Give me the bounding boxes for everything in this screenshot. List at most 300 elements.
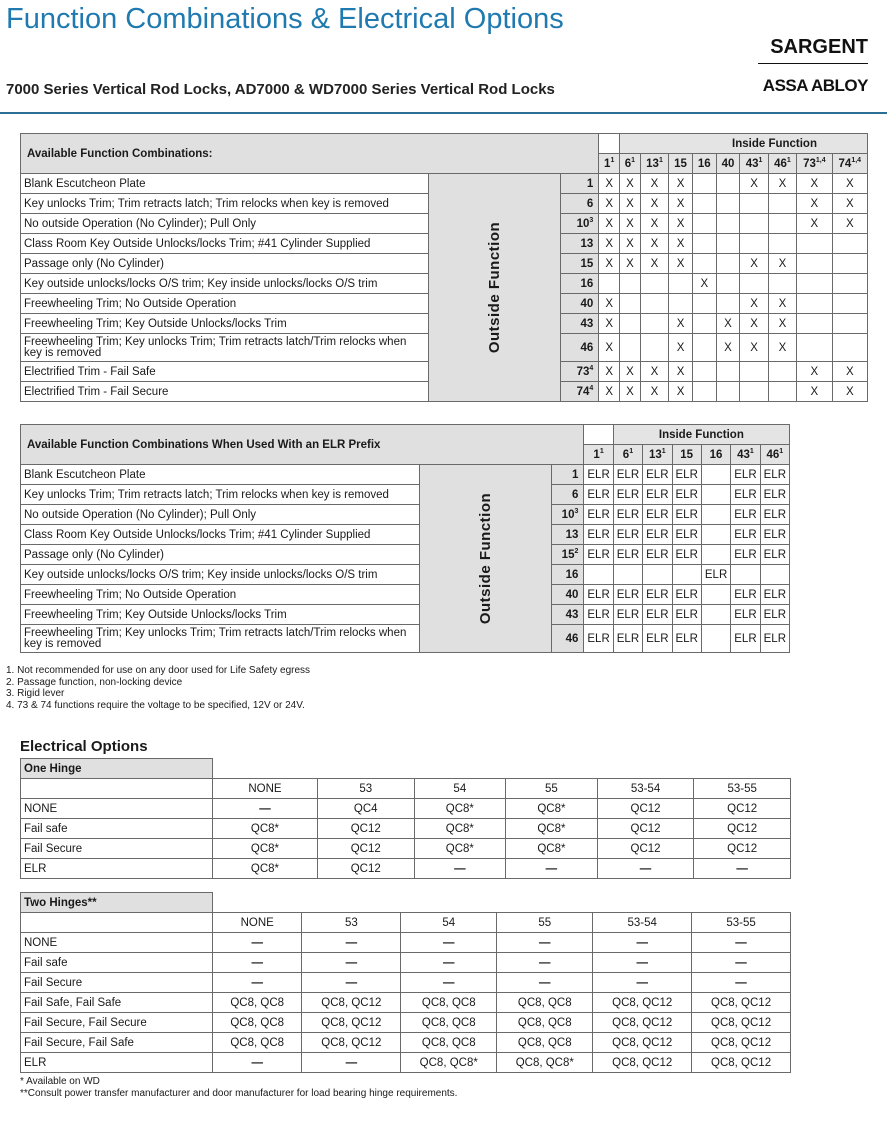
function-description: Key outside unlocks/locks O/S trim; Key inside unlocks/locks O/S trim <box>21 274 429 294</box>
combination-cell <box>692 382 716 402</box>
option-cell: QC8* <box>213 839 318 859</box>
combination-cell: ELR <box>731 545 760 565</box>
option-cell: — <box>692 933 791 953</box>
option-cell: — <box>213 799 318 819</box>
inside-function-col-13: $13^1$ <box>643 445 672 465</box>
two_hinges-label: Two Hinges** <box>21 893 213 913</box>
inside-function-col-16: 16 <box>692 154 716 174</box>
option-label: Fail Secure, Fail Secure <box>21 1013 213 1033</box>
hinge-col-NONE: NONE <box>213 779 318 799</box>
function-description: Freewheeling Trim; Key unlocks Trim; Trim retracts latch/Trim relocks when key is removed <box>21 334 429 362</box>
option-cell: QC12 <box>317 819 414 839</box>
inside-function-col-74: 74$^{1,4}$ <box>832 154 867 174</box>
combination-cell <box>797 274 832 294</box>
combination-cell: ELR <box>613 485 642 505</box>
outside-function-number: $15^2$ <box>552 545 584 565</box>
combination-cell <box>716 254 740 274</box>
inside-function-col-15: 15 <box>672 445 701 465</box>
function-description: Passage only (No Cylinder) <box>21 545 420 565</box>
table-row <box>21 839 791 859</box>
option-label: NONE <box>21 799 213 819</box>
combination-cell <box>832 234 867 254</box>
combination-cell <box>701 625 730 653</box>
hinge-col-54: 54 <box>401 913 497 933</box>
combination-cell <box>768 382 796 402</box>
option-cell: — <box>593 973 692 993</box>
footnote-wd: * Available on WD <box>20 1076 100 1087</box>
option-cell: QC8, QC12 <box>593 993 692 1013</box>
combination-cell: X <box>599 382 620 402</box>
combination-cell <box>740 214 768 234</box>
combination-cell <box>701 585 730 605</box>
option-cell: QC8, QC8 <box>497 993 593 1013</box>
combination-cell <box>768 214 796 234</box>
inside-function-col-6: $6^1$ <box>613 445 642 465</box>
combination-cell: X <box>669 362 693 382</box>
combination-cell: ELR <box>584 505 613 525</box>
combination-cell: ELR <box>613 585 642 605</box>
header-rule <box>0 112 887 114</box>
table-row <box>21 585 790 605</box>
outside-function-number: 15 <box>561 254 599 274</box>
option-cell: QC8* <box>414 799 506 819</box>
outside-function-number: 1 <box>552 465 584 485</box>
combination-cell: X <box>669 314 693 334</box>
spacer-cell <box>213 759 318 779</box>
option-label: ELR <box>21 1053 213 1073</box>
combination-cell <box>716 174 740 194</box>
inside-function-col-16: 16 <box>701 445 730 465</box>
combination-cell: ELR <box>613 625 642 653</box>
combination-cell: X <box>620 194 641 214</box>
option-cell: QC8, QC12 <box>302 993 401 1013</box>
combination-cell: X <box>669 334 693 362</box>
combination-cell <box>692 234 716 254</box>
option-cell: QC8, QC12 <box>302 1013 401 1033</box>
table-row <box>21 565 790 585</box>
combination-cell: X <box>832 362 867 382</box>
combination-cell: ELR <box>672 585 701 605</box>
function-description: Freewheeling Trim; No Outside Operation <box>21 294 429 314</box>
combination-cell: ELR <box>731 525 760 545</box>
option-cell: QC8* <box>506 819 598 839</box>
combination-cell <box>584 565 613 585</box>
option-cell: — <box>694 859 791 879</box>
corner-cell <box>21 779 213 799</box>
combination-cell: ELR <box>672 605 701 625</box>
combination-cell: X <box>797 214 832 234</box>
option-cell: — <box>414 859 506 879</box>
combination-cell <box>716 274 740 294</box>
option-cell: — <box>302 953 401 973</box>
hinge-col-NONE: NONE <box>213 913 302 933</box>
option-cell: QC8, QC8 <box>401 993 497 1013</box>
combination-cell <box>716 234 740 254</box>
option-cell: QC8, QC8 <box>213 1013 302 1033</box>
one-hinge-table <box>20 758 791 879</box>
function-description: Blank Escutcheon Plate <box>21 174 429 194</box>
outside-function-number: 46 <box>561 334 599 362</box>
combination-cell: X <box>768 314 796 334</box>
combination-cell <box>716 294 740 314</box>
combination-cell <box>716 362 740 382</box>
hinge-col-53-55: 53-55 <box>692 913 791 933</box>
inside-function-col-40: 40 <box>716 154 740 174</box>
combination-cell: X <box>797 382 832 402</box>
combination-cell: X <box>797 194 832 214</box>
combination-cell <box>832 314 867 334</box>
inside-function-col-43: $43^1$ <box>740 154 768 174</box>
option-label: Fail safe <box>21 953 213 973</box>
option-cell: QC8, QC8 <box>497 1033 593 1053</box>
outside-function-number: 13 <box>552 525 584 545</box>
combination-cell: ELR <box>643 465 672 485</box>
combination-cell: ELR <box>672 465 701 485</box>
combination-cell <box>701 485 730 505</box>
spacer-cell <box>692 893 791 913</box>
combination-cell: X <box>832 194 867 214</box>
option-cell: — <box>213 953 302 973</box>
note-1: 1. Not recommended for use on any door used for Life Safety egress <box>6 665 311 676</box>
combination-cell <box>640 334 668 362</box>
combination-cell: ELR <box>584 545 613 565</box>
combination-cell: X <box>620 254 641 274</box>
table-row <box>21 799 791 819</box>
option-label: Fail Safe, Fail Safe <box>21 993 213 1013</box>
combination-cell: X <box>599 214 620 234</box>
option-cell: QC8, QC12 <box>692 993 791 1013</box>
spacer-cell <box>302 893 401 913</box>
combination-cell: X <box>620 234 641 254</box>
combination-cell: ELR <box>643 625 672 653</box>
outside-function-number: 6 <box>552 485 584 505</box>
combination-cell <box>669 294 693 314</box>
combination-cell <box>716 382 740 402</box>
combination-cell: X <box>599 194 620 214</box>
option-cell: QC8, QC12 <box>593 1013 692 1033</box>
electrical-options-title: Electrical Options <box>20 738 148 755</box>
inside-function-col-46: $46^1$ <box>768 154 796 174</box>
combination-cell: ELR <box>731 605 760 625</box>
outside-function-number: 43 <box>552 605 584 625</box>
function-description: Freewheeling Trim; No Outside Operation <box>21 585 420 605</box>
combination-cell: X <box>599 314 620 334</box>
inside-function-col-1: $1^1$ <box>599 154 620 174</box>
combination-cell <box>692 254 716 274</box>
inside-function-col-46: $46^1$ <box>760 445 789 465</box>
combination-cell: X <box>640 254 668 274</box>
function-description: Key outside unlocks/locks O/S trim; Key inside unlocks/locks O/S trim <box>21 565 420 585</box>
outside-function-label: Outside Function <box>420 465 552 653</box>
table-row <box>21 525 790 545</box>
option-cell: QC8* <box>414 839 506 859</box>
combination-cell: X <box>640 174 668 194</box>
option-cell: QC8* <box>506 799 598 819</box>
combination-cell <box>701 465 730 485</box>
note-4: 4. 73 & 74 functions require the voltage to be specified, 12V or 24V. <box>6 699 305 711</box>
combination-cell <box>740 234 768 254</box>
combination-cell <box>620 314 641 334</box>
outside-function-number: 16 <box>561 274 599 294</box>
hinge-col-53-54: 53-54 <box>593 913 692 933</box>
spacer-cell <box>213 893 302 913</box>
function-description: Blank Escutcheon Plate <box>21 465 420 485</box>
function-description: No outside Operation (No Cylinder); Pull Only <box>21 214 429 234</box>
combination-cell: ELR <box>672 625 701 653</box>
function-description: No outside Operation (No Cylinder); Pull Only <box>21 505 420 525</box>
option-cell: — <box>497 953 593 973</box>
table-row <box>21 1013 791 1033</box>
option-cell: — <box>506 859 598 879</box>
option-cell: QC8, QC8 <box>401 1013 497 1033</box>
option-cell: — <box>597 859 694 879</box>
combination-cell: X <box>669 174 693 194</box>
option-cell: QC8, QC12 <box>593 1053 692 1073</box>
spacer-cell <box>506 759 598 779</box>
combination-cell: ELR <box>760 465 789 485</box>
footnotes <box>20 1076 457 1099</box>
option-cell: — <box>213 1053 302 1073</box>
table-row <box>21 953 791 973</box>
combination-cell: X <box>768 334 796 362</box>
combination-cell: X <box>716 314 740 334</box>
combination-cell <box>692 362 716 382</box>
inside-function-col-43: $43^1$ <box>731 445 760 465</box>
combination-cell: X <box>692 274 716 294</box>
combination-cell <box>701 525 730 545</box>
table-notes <box>6 665 310 711</box>
option-cell: QC8, QC12 <box>692 1033 791 1053</box>
option-cell: — <box>401 953 497 973</box>
combination-cell: ELR <box>672 525 701 545</box>
inside-function-col-73: 73$^{1,4}$ <box>797 154 832 174</box>
combination-cell <box>740 194 768 214</box>
outside-function-number: $74^4$ <box>561 382 599 402</box>
combination-cell: X <box>640 234 668 254</box>
combination-cell <box>797 254 832 274</box>
combination-cell: ELR <box>584 485 613 505</box>
combination-cell: ELR <box>613 505 642 525</box>
combination-cell <box>731 565 760 585</box>
combination-cell <box>768 234 796 254</box>
function-description: Freewheeling Trim; Key Outside Unlocks/locks Trim <box>21 605 420 625</box>
combination-cell <box>613 565 642 585</box>
outside-function-number: $73^4$ <box>561 362 599 382</box>
combination-cell <box>760 565 789 585</box>
hinge-col-55: 55 <box>497 913 593 933</box>
option-cell: — <box>213 973 302 993</box>
combination-cell <box>692 294 716 314</box>
combination-cell: ELR <box>643 485 672 505</box>
combination-cell: ELR <box>672 485 701 505</box>
table-row <box>21 1033 791 1053</box>
combination-cell: X <box>599 334 620 362</box>
combination-cell: ELR <box>672 505 701 525</box>
hinge-col-53: 53 <box>302 913 401 933</box>
combination-cell: X <box>797 362 832 382</box>
inside-function-col-6: $6^1$ <box>620 154 641 174</box>
option-label: ELR <box>21 859 213 879</box>
combination-cell <box>692 314 716 334</box>
combination-cell <box>768 194 796 214</box>
brand-divider <box>758 63 868 64</box>
option-cell: — <box>302 973 401 993</box>
option-label: Fail safe <box>21 819 213 839</box>
function-description: Electrified Trim - Fail Secure <box>21 382 429 402</box>
corner-cell <box>21 913 213 933</box>
option-cell: QC8* <box>213 819 318 839</box>
combination-cell: X <box>832 174 867 194</box>
combination-cell: ELR <box>760 625 789 653</box>
option-cell: QC12 <box>597 799 694 819</box>
spacer-cell <box>317 759 414 779</box>
outside-function-number: 40 <box>552 585 584 605</box>
combination-cell: X <box>599 294 620 314</box>
table-row <box>21 545 790 565</box>
inside-function-col-15: 15 <box>669 154 693 174</box>
combination-cell: ELR <box>760 605 789 625</box>
combination-cell <box>716 214 740 234</box>
spacer-cell <box>414 759 506 779</box>
combination-cell: X <box>768 294 796 314</box>
option-cell: QC8, QC12 <box>302 1033 401 1053</box>
combination-cell: X <box>740 254 768 274</box>
combination-cell <box>832 274 867 294</box>
option-cell: — <box>692 973 791 993</box>
option-cell: — <box>497 933 593 953</box>
combination-cell: ELR <box>760 585 789 605</box>
spacer-cell <box>694 759 791 779</box>
outside-function-label: Outside Function <box>429 174 561 402</box>
page-subtitle: 7000 Series Vertical Rod Locks, AD7000 & WD7000 Series Vertical Rod Locks <box>6 81 555 98</box>
option-cell: — <box>302 933 401 953</box>
option-cell: QC4 <box>317 799 414 819</box>
combination-cell: ELR <box>613 605 642 625</box>
combination-cell: ELR <box>643 545 672 565</box>
table1-inside-label: Inside Function <box>620 134 868 154</box>
combination-cell <box>832 294 867 314</box>
option-cell: QC8, QC12 <box>692 1053 791 1073</box>
combination-cell: ELR <box>731 505 760 525</box>
table1-heading: Available Function Combinations: <box>21 134 599 174</box>
combination-cell: X <box>740 334 768 362</box>
combination-cell: ELR <box>584 525 613 545</box>
table-row <box>21 993 791 1013</box>
combination-cell: X <box>832 382 867 402</box>
combination-cell <box>832 334 867 362</box>
option-cell: — <box>593 953 692 973</box>
option-cell: QC8, QC8* <box>401 1053 497 1073</box>
option-cell: QC8, QC8 <box>213 1033 302 1053</box>
combination-cell: ELR <box>760 485 789 505</box>
option-cell: QC8, QC12 <box>692 1013 791 1033</box>
spacer-cell <box>497 893 593 913</box>
page-title: Function Combinations & Electrical Options <box>6 3 564 35</box>
combination-cell: X <box>640 362 668 382</box>
combination-cell: ELR <box>613 525 642 545</box>
hinge-header-row <box>21 893 791 913</box>
table-row <box>21 485 790 505</box>
combination-cell: X <box>599 362 620 382</box>
combination-cell <box>768 362 796 382</box>
spacer-cell <box>597 759 694 779</box>
combination-cell <box>692 194 716 214</box>
combination-cell <box>768 274 796 294</box>
brand-logo-assa-abloy: ASSA ABLOY <box>762 76 868 95</box>
function-description: Electrified Trim - Fail Safe <box>21 362 429 382</box>
combination-cell: ELR <box>760 525 789 545</box>
option-cell: QC12 <box>317 839 414 859</box>
option-cell: — <box>497 973 593 993</box>
combination-cell <box>701 545 730 565</box>
function-description: Freewheeling Trim; Key Outside Unlocks/locks Trim <box>21 314 429 334</box>
option-label: Fail Secure <box>21 973 213 993</box>
combination-cell <box>701 505 730 525</box>
option-cell: QC12 <box>317 859 414 879</box>
combination-cell: X <box>768 254 796 274</box>
outside-function-number: 1 <box>561 174 599 194</box>
spacer-cell <box>401 893 497 913</box>
combination-cell <box>797 314 832 334</box>
table2-heading: Available Function Combinations When Used With an ELR Prefix <box>21 425 584 465</box>
hinge-col-54: 54 <box>414 779 506 799</box>
combination-cell: X <box>620 214 641 234</box>
elr-function-combinations-table <box>20 424 790 653</box>
option-cell: QC8, QC12 <box>593 1033 692 1053</box>
combination-cell <box>643 565 672 585</box>
hinge-columns-row <box>21 913 791 933</box>
combination-cell <box>640 314 668 334</box>
outside-function-number: 13 <box>561 234 599 254</box>
combination-cell: X <box>832 214 867 234</box>
outside-function-number: 6 <box>561 194 599 214</box>
function-description: Key unlocks Trim; Trim retracts latch; Trim relocks when key is removed <box>21 485 420 505</box>
combination-cell: X <box>669 194 693 214</box>
two-hinges-table <box>20 892 791 1073</box>
combination-cell <box>669 274 693 294</box>
combination-cell: ELR <box>731 485 760 505</box>
combination-cell: X <box>740 294 768 314</box>
outside-function-number: 16 <box>552 565 584 585</box>
table2-inside-label: Inside Function <box>613 425 789 445</box>
combination-cell <box>692 334 716 362</box>
option-cell: QC8, QC8 <box>497 1013 593 1033</box>
combination-cell: X <box>740 174 768 194</box>
hinge-header-row <box>21 759 791 779</box>
combination-cell: ELR <box>584 605 613 625</box>
combination-cell: ELR <box>760 505 789 525</box>
option-cell: — <box>692 953 791 973</box>
combination-cell: X <box>669 254 693 274</box>
combination-cell: ELR <box>643 585 672 605</box>
combination-cell <box>797 234 832 254</box>
option-label: Fail Secure, Fail Safe <box>21 1033 213 1053</box>
function-combinations-table <box>20 133 868 402</box>
option-cell: QC12 <box>597 819 694 839</box>
combination-cell <box>797 294 832 314</box>
function-description: Class Room Key Outside Unlocks/locks Trim; #41 Cylinder Supplied <box>21 234 429 254</box>
table-row <box>21 1053 791 1073</box>
combination-cell <box>716 194 740 214</box>
outside-function-number: 46 <box>552 625 584 653</box>
combination-cell: X <box>620 382 641 402</box>
combination-cell <box>692 174 716 194</box>
combination-cell: ELR <box>643 525 672 545</box>
inside-function-col-1: $1^1$ <box>584 445 613 465</box>
combination-cell: ELR <box>731 585 760 605</box>
option-cell: — <box>593 933 692 953</box>
note-3: 3. Rigid lever <box>6 688 65 699</box>
